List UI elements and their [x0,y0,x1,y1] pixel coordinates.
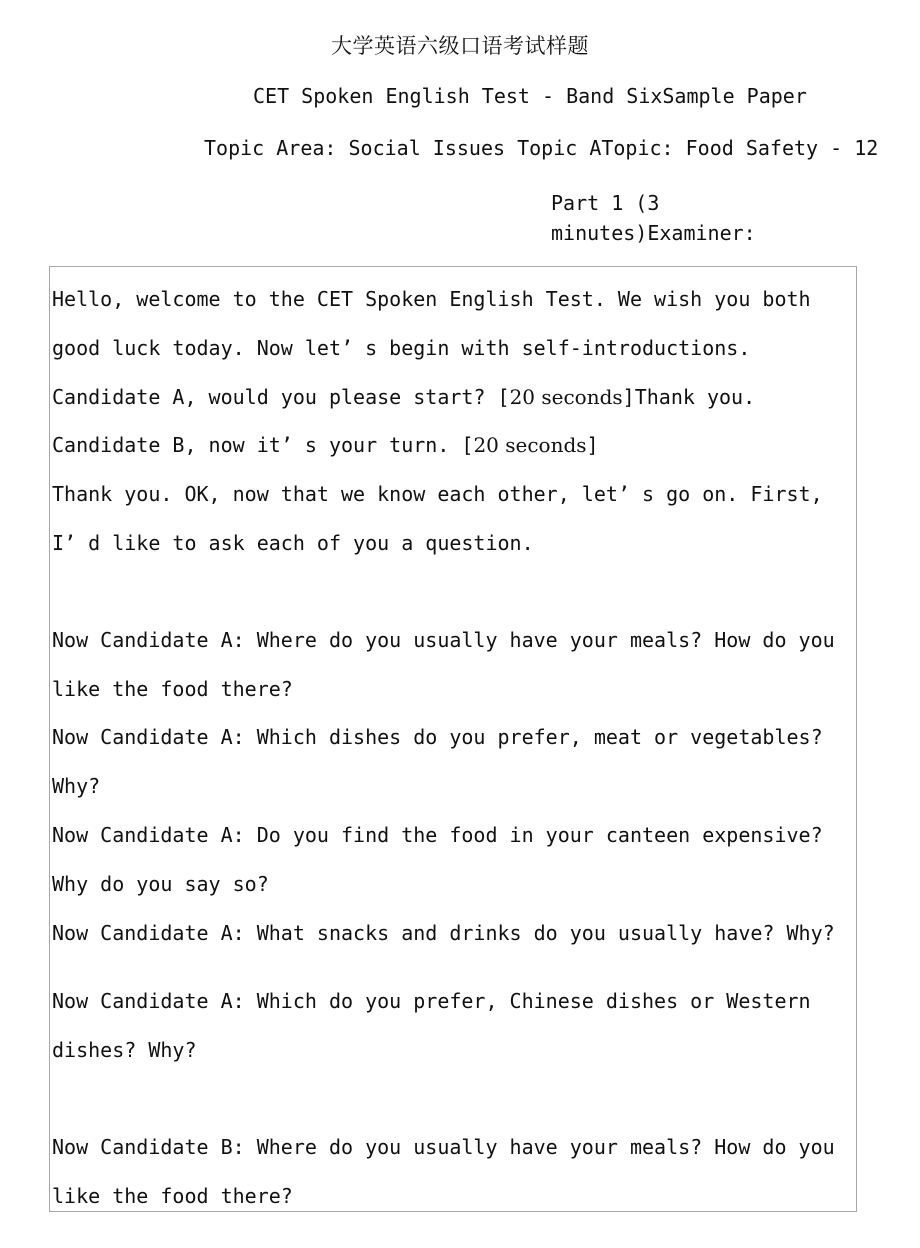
question-a-3: Now Candidate A: Do you find the food in your canteen expensive? Why do you say so? [52,822,823,896]
intro-text-1: Candidate A, would you please start? [ [52,384,510,409]
document-subtitle: CET Spoken English Test - Band SixSample Paper [253,84,807,108]
question-a-5: Now Candidate A: Which do you prefer, Chinese dishes or Western dishes? Why? [52,989,811,1063]
spacer [52,957,857,977]
self-introduction-paragraph [52,373,857,471]
part-heading [551,188,831,248]
welcome-paragraph: Hello, welcome to the CET Spoken English Test. We wish you both good luck today. Now let’ s begin with self-introductions. [52,287,811,360]
question-a-1: Now Candidate A: Where do you usually have your meals? How do you like the food there? [52,627,835,701]
question-a-2: Now Candidate A: Which dishes do you prefer, meat or vegetables? Why? [52,725,823,799]
examiner-script-box [49,266,857,1212]
intro-text-3: ] [586,433,599,458]
question-b-1: Now Candidate B: Where do you usually have your meals? How do you like the food there? [52,1134,835,1208]
document-title: 大学英语六级口语考试样题 [331,34,589,58]
part-heading-line2: minutes)Examiner: [551,221,756,245]
part-heading-line1: Part 1 (3 [551,191,660,215]
spacer [52,1075,857,1123]
intro-text-2: ]Thank you. Candidate B, now it’ s your turn. [ [52,384,756,458]
question-a-4: Now Candidate A: What snacks and drinks do you usually have? Why? [52,920,835,945]
spacer [52,568,857,616]
examiner-script [52,275,857,1212]
topic-line: Topic Area: Social Issues Topic ATopic: Food Safety - 12 [204,136,879,160]
timing-note-b: 20 seconds [473,433,587,458]
timing-note-a: 20 seconds [509,384,623,409]
transition-paragraph: Thank you. OK, now that we know each other, let’ s go on. First, I’ d like to ask each of you a question. [52,482,823,555]
